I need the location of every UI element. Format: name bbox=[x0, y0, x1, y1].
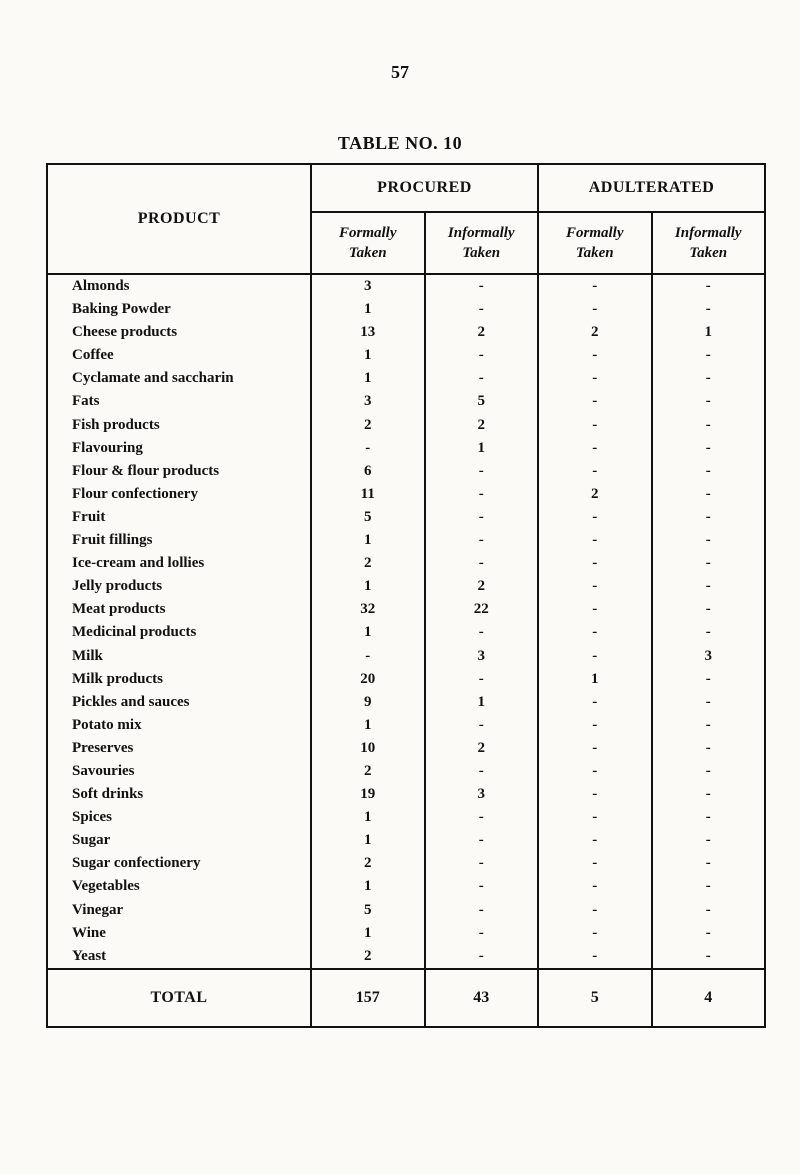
cell-procured-informally: 2 bbox=[425, 737, 539, 760]
header-adulterated: ADULTERATED bbox=[538, 164, 765, 212]
cell-product: Fruit bbox=[47, 506, 311, 529]
cell-procured-formally: 1 bbox=[311, 367, 425, 390]
table-row bbox=[47, 483, 765, 506]
cell-product: Sugar bbox=[47, 829, 311, 852]
cell-adulterated-formally: - bbox=[538, 529, 652, 552]
table-row bbox=[47, 321, 765, 344]
cell-adulterated-formally: - bbox=[538, 714, 652, 737]
cell-procured-formally: 20 bbox=[311, 668, 425, 691]
cell-product: Baking Powder bbox=[47, 298, 311, 321]
table-row bbox=[47, 645, 765, 668]
cell-adulterated-formally: - bbox=[538, 298, 652, 321]
cell-procured-informally: 3 bbox=[425, 645, 539, 668]
table-row bbox=[47, 829, 765, 852]
header-taken-label: Taken bbox=[462, 245, 501, 261]
cell-product: Almonds bbox=[47, 274, 311, 298]
cell-product: Vegetables bbox=[47, 875, 311, 898]
cell-adulterated-informally: - bbox=[652, 691, 766, 714]
header-taken-label: Taken bbox=[348, 245, 387, 261]
table-row bbox=[47, 460, 765, 483]
cell-adulterated-informally: - bbox=[652, 529, 766, 552]
cell-procured-informally: - bbox=[425, 714, 539, 737]
table-row bbox=[47, 668, 765, 691]
cell-adulterated-informally: 3 bbox=[652, 645, 766, 668]
cell-product: Vinegar bbox=[47, 899, 311, 922]
cell-adulterated-formally: - bbox=[538, 506, 652, 529]
cell-adulterated-formally: - bbox=[538, 437, 652, 460]
page-number: 57 bbox=[391, 62, 409, 82]
cell-procured-informally: - bbox=[425, 506, 539, 529]
cell-procured-informally: - bbox=[425, 875, 539, 898]
cell-adulterated-informally: - bbox=[652, 760, 766, 783]
cell-procured-formally: 1 bbox=[311, 829, 425, 852]
cell-procured-formally: 1 bbox=[311, 922, 425, 945]
table-row bbox=[47, 945, 765, 969]
header-taken-label: Taken bbox=[689, 245, 728, 261]
cell-procured-formally: 19 bbox=[311, 783, 425, 806]
table-row bbox=[47, 852, 765, 875]
cell-product: Pickles and sauces bbox=[47, 691, 311, 714]
cell-procured-formally: 10 bbox=[311, 737, 425, 760]
cell-adulterated-informally: - bbox=[652, 575, 766, 598]
cell-product: Ice-cream and lollies bbox=[47, 552, 311, 575]
cell-procured-formally: 1 bbox=[311, 529, 425, 552]
cell-adulterated-informally: - bbox=[652, 806, 766, 829]
header-procured: PROCURED bbox=[311, 164, 538, 212]
cell-adulterated-formally: - bbox=[538, 737, 652, 760]
cell-adulterated-informally: - bbox=[652, 829, 766, 852]
table-footer bbox=[47, 969, 765, 1027]
cell-procured-informally: - bbox=[425, 298, 539, 321]
cell-adulterated-informally: - bbox=[652, 298, 766, 321]
header-informally-label: Informally bbox=[447, 225, 515, 241]
cell-product: Jelly products bbox=[47, 575, 311, 598]
cell-procured-formally: 11 bbox=[311, 483, 425, 506]
cell-product: Flavouring bbox=[47, 437, 311, 460]
cell-procured-informally: - bbox=[425, 899, 539, 922]
cell-product: Wine bbox=[47, 922, 311, 945]
cell-product: Medicinal products bbox=[47, 621, 311, 644]
table-body bbox=[47, 274, 765, 969]
total-procured-informally: 43 bbox=[425, 969, 539, 1027]
cell-adulterated-formally: - bbox=[538, 945, 652, 969]
cell-procured-formally: 2 bbox=[311, 414, 425, 437]
header-formally-label: Formally bbox=[566, 225, 624, 241]
cell-procured-formally: 32 bbox=[311, 598, 425, 621]
cell-procured-formally: 2 bbox=[311, 852, 425, 875]
table-row bbox=[47, 344, 765, 367]
cell-procured-formally: 3 bbox=[311, 274, 425, 298]
table-row bbox=[47, 529, 765, 552]
cell-adulterated-informally: - bbox=[652, 483, 766, 506]
cell-procured-formally: - bbox=[311, 645, 425, 668]
cell-product: Preserves bbox=[47, 737, 311, 760]
table-title: TABLE NO. 10 bbox=[337, 133, 463, 153]
cell-procured-formally: 1 bbox=[311, 344, 425, 367]
cell-procured-formally: 5 bbox=[311, 899, 425, 922]
cell-procured-formally: 9 bbox=[311, 691, 425, 714]
header-procured-formally bbox=[311, 212, 425, 274]
cell-procured-informally: - bbox=[425, 806, 539, 829]
cell-adulterated-informally: - bbox=[652, 714, 766, 737]
cell-adulterated-formally: - bbox=[538, 829, 652, 852]
cell-procured-informally: 1 bbox=[425, 691, 539, 714]
table-row bbox=[47, 298, 765, 321]
cell-product: Cheese products bbox=[47, 321, 311, 344]
cell-adulterated-informally: - bbox=[652, 783, 766, 806]
table-row bbox=[47, 552, 765, 575]
table-row bbox=[47, 506, 765, 529]
table-row bbox=[47, 760, 765, 783]
cell-procured-informally: - bbox=[425, 529, 539, 552]
cell-procured-formally: 1 bbox=[311, 298, 425, 321]
cell-procured-informally: 2 bbox=[425, 414, 539, 437]
cell-product: Spices bbox=[47, 806, 311, 829]
cell-adulterated-formally: 2 bbox=[538, 321, 652, 344]
table-row bbox=[47, 899, 765, 922]
cell-adulterated-formally: 1 bbox=[538, 668, 652, 691]
cell-adulterated-informally: - bbox=[652, 737, 766, 760]
cell-procured-informally: - bbox=[425, 945, 539, 969]
table-row bbox=[47, 875, 765, 898]
cell-adulterated-formally: - bbox=[538, 760, 652, 783]
cell-product: Soft drinks bbox=[47, 783, 311, 806]
cell-adulterated-formally: - bbox=[538, 645, 652, 668]
total-row bbox=[47, 969, 765, 1027]
cell-procured-informally: 2 bbox=[425, 575, 539, 598]
cell-adulterated-informally: - bbox=[652, 414, 766, 437]
cell-product: Cyclamate and saccharin bbox=[47, 367, 311, 390]
table-row bbox=[47, 598, 765, 621]
cell-procured-informally: - bbox=[425, 274, 539, 298]
cell-procured-formally: 3 bbox=[311, 390, 425, 413]
cell-adulterated-formally: - bbox=[538, 875, 652, 898]
cell-adulterated-formally: - bbox=[538, 598, 652, 621]
cell-procured-informally: - bbox=[425, 922, 539, 945]
header-taken-label: Taken bbox=[575, 245, 614, 261]
data-table bbox=[46, 163, 766, 1028]
cell-product: Fruit fillings bbox=[47, 529, 311, 552]
cell-adulterated-informally: - bbox=[652, 506, 766, 529]
cell-product: Sugar confectionery bbox=[47, 852, 311, 875]
cell-adulterated-formally: - bbox=[538, 575, 652, 598]
cell-adulterated-informally: - bbox=[652, 437, 766, 460]
cell-adulterated-informally: - bbox=[652, 274, 766, 298]
cell-adulterated-formally: - bbox=[538, 552, 652, 575]
cell-adulterated-formally: - bbox=[538, 367, 652, 390]
table-row bbox=[47, 737, 765, 760]
cell-adulterated-informally: - bbox=[652, 621, 766, 644]
cell-product: Coffee bbox=[47, 344, 311, 367]
table-header bbox=[47, 164, 765, 274]
cell-adulterated-formally: - bbox=[538, 344, 652, 367]
cell-adulterated-informally: - bbox=[652, 598, 766, 621]
cell-adulterated-formally: - bbox=[538, 621, 652, 644]
cell-adulterated-formally: - bbox=[538, 783, 652, 806]
total-adulterated-formally: 5 bbox=[538, 969, 652, 1027]
table-row bbox=[47, 367, 765, 390]
cell-procured-informally: 5 bbox=[425, 390, 539, 413]
table-row bbox=[47, 575, 765, 598]
table-row bbox=[47, 390, 765, 413]
cell-product: Milk bbox=[47, 645, 311, 668]
table-row bbox=[47, 714, 765, 737]
cell-product: Potato mix bbox=[47, 714, 311, 737]
table-row bbox=[47, 806, 765, 829]
total-label: TOTAL bbox=[47, 969, 311, 1027]
cell-procured-informally: 1 bbox=[425, 437, 539, 460]
cell-procured-formally: 2 bbox=[311, 760, 425, 783]
table-row bbox=[47, 783, 765, 806]
cell-adulterated-informally: - bbox=[652, 344, 766, 367]
total-procured-formally: 157 bbox=[311, 969, 425, 1027]
cell-adulterated-informally: - bbox=[652, 460, 766, 483]
cell-product: Fish products bbox=[47, 414, 311, 437]
table-row bbox=[47, 922, 765, 945]
cell-adulterated-formally: - bbox=[538, 390, 652, 413]
total-adulterated-informally: 4 bbox=[652, 969, 766, 1027]
cell-product: Fats bbox=[47, 390, 311, 413]
cell-procured-informally: - bbox=[425, 483, 539, 506]
cell-product: Milk products bbox=[47, 668, 311, 691]
table-row bbox=[47, 691, 765, 714]
cell-adulterated-informally: - bbox=[652, 367, 766, 390]
cell-procured-informally: - bbox=[425, 367, 539, 390]
table-row bbox=[47, 437, 765, 460]
cell-adulterated-informally: - bbox=[652, 552, 766, 575]
cell-procured-informally: 2 bbox=[425, 321, 539, 344]
cell-procured-formally: 13 bbox=[311, 321, 425, 344]
cell-procured-informally: - bbox=[425, 668, 539, 691]
cell-adulterated-formally: - bbox=[538, 414, 652, 437]
cell-adulterated-formally: - bbox=[538, 274, 652, 298]
cell-adulterated-informally: - bbox=[652, 875, 766, 898]
cell-procured-formally: 1 bbox=[311, 806, 425, 829]
cell-product: Yeast bbox=[47, 945, 311, 969]
cell-procured-informally: - bbox=[425, 852, 539, 875]
cell-procured-informally: 3 bbox=[425, 783, 539, 806]
cell-procured-informally: - bbox=[425, 460, 539, 483]
cell-procured-formally: 1 bbox=[311, 575, 425, 598]
table-row bbox=[47, 414, 765, 437]
cell-adulterated-informally: - bbox=[652, 899, 766, 922]
cell-procured-informally: - bbox=[425, 552, 539, 575]
cell-adulterated-informally: - bbox=[652, 922, 766, 945]
header-informally-label: Informally bbox=[674, 225, 742, 241]
cell-procured-informally: - bbox=[425, 344, 539, 367]
cell-adulterated-informally: - bbox=[652, 668, 766, 691]
header-adulterated-formally bbox=[538, 212, 652, 274]
cell-adulterated-formally: - bbox=[538, 806, 652, 829]
cell-procured-formally: 2 bbox=[311, 945, 425, 969]
cell-product: Flour confectionery bbox=[47, 483, 311, 506]
cell-procured-formally: - bbox=[311, 437, 425, 460]
header-product: PRODUCT bbox=[47, 164, 311, 274]
cell-adulterated-formally: - bbox=[538, 460, 652, 483]
cell-procured-formally: 1 bbox=[311, 875, 425, 898]
cell-procured-formally: 6 bbox=[311, 460, 425, 483]
cell-product: Meat products bbox=[47, 598, 311, 621]
cell-procured-informally: - bbox=[425, 621, 539, 644]
cell-adulterated-formally: - bbox=[538, 899, 652, 922]
cell-product: Flour & flour products bbox=[47, 460, 311, 483]
cell-adulterated-informally: - bbox=[652, 852, 766, 875]
cell-procured-formally: 5 bbox=[311, 506, 425, 529]
cell-adulterated-formally: 2 bbox=[538, 483, 652, 506]
cell-procured-informally: - bbox=[425, 760, 539, 783]
cell-procured-formally: 1 bbox=[311, 621, 425, 644]
cell-procured-informally: 22 bbox=[425, 598, 539, 621]
header-procured-informally bbox=[425, 212, 539, 274]
cell-procured-informally: - bbox=[425, 829, 539, 852]
cell-adulterated-formally: - bbox=[538, 691, 652, 714]
table-row bbox=[47, 621, 765, 644]
cell-adulterated-formally: - bbox=[538, 852, 652, 875]
table-row bbox=[47, 274, 765, 298]
cell-adulterated-informally: 1 bbox=[652, 321, 766, 344]
cell-adulterated-informally: - bbox=[652, 945, 766, 969]
header-formally-label: Formally bbox=[338, 225, 397, 241]
cell-procured-formally: 1 bbox=[311, 714, 425, 737]
cell-product: Savouries bbox=[47, 760, 311, 783]
cell-adulterated-informally: - bbox=[652, 390, 766, 413]
cell-procured-formally: 2 bbox=[311, 552, 425, 575]
header-adulterated-informally bbox=[652, 212, 766, 274]
cell-adulterated-formally: - bbox=[538, 922, 652, 945]
